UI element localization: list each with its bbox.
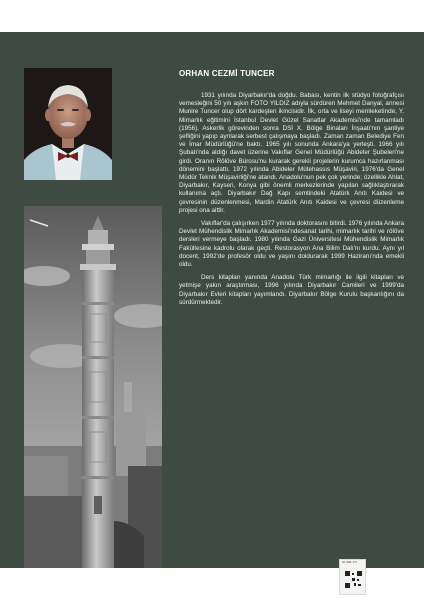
biography-column	[179, 69, 404, 312]
portrait-illustration	[24, 68, 112, 180]
author-portrait	[24, 68, 112, 180]
sticker-label: 1D-DB0-2YL	[342, 561, 358, 564]
minaret-photograph	[24, 206, 162, 568]
biography-paragraph: Vakıflar'da çalışırken 1977 yılında doktorasını bitirdi. 1976 yılında Ankara Devlet Mühendislik Mimarlık Akademisi'ndesanat tarihi, mimarlık tarihi ve rölöve dersleri vermeye başladı. 1980 yılında Gazi Üniversitesi Mühendislik Mimarlık Fakültesine kadrolu olarak geçti. Restorasyon Ana Bilim Dalı'nı kurdu. Aynı yıl docent, 1992'de profesör oldu ve yaşını doldurarak 1999 Haziranı'nda emekli oldu.	[179, 220, 404, 269]
minaret-illustration	[24, 206, 162, 568]
biography-paragraph: 1931 yılında Diyarbakır'da doğdu. Babası, kentin ilk stüdyo fotoğrafçısı vemesleğini 50 yılı aşkın FOTO YILDIZ adıyla sürdüren Mehmet Danyal, annesi Munire Tuncer olup dört kardeşten ikincisidir. İlk, orta ve liseyi memleketinde, Y. Mimarlık eğitimini İstanbul Devlet Güzel Sanatlar Akademisi'nde tamamladı (1956). Askerlik görevinden sonra DSİ X. Bölge Binaları İnşaatı'nın şantiye şefliğini yapıp ayrılarak serbest çalışmaya başladı. Zaman zaman Belediye Fen ve İmar Müdürlüğü'ne baktı. 1965 yılı sonunda Ankara'ya yerleşti. 1966 yılı Şubatı'nda aldığı davet üzerine Vakıflar Genel Müdürlüğü Abideler Şubeleri'ne girdi. Oranın Rölöve Bürosu'nu kurarak gerekli projelerin kurumca hazırlanması dönemini başlattı. 1972 yılında Abideler Mütehassıs Müşaviri, 1976'da Genel Müdür Teknik Müşavirliği'ne atandı. Anadolu'nun pek çok yerinde; özellikle Ahlat, Diyarbakır, Kayseri, Konya gibi önemli merkezlerinde yapılan sağlıklaştırarak kullanıma açtı. Diyarbakır Dağ Kapı semtindeki Atatürk Anıtı Kaidesi ve çevresinin düzenlenmesi, Mardin Atatürk Anıtı Kaidesi ve çevresi düzenleme projesi ona aittir.	[179, 92, 404, 214]
book-back-cover	[0, 32, 424, 568]
barcode-sticker	[339, 559, 366, 595]
qr-code-icon	[345, 571, 362, 588]
author-name: ORHAN CEZMİ TUNCER	[179, 69, 275, 78]
biography-paragraph: Ders kitapları yanında Anadolu Türk mimarlığı ile ilgili kitapları ve yetmişe yakın araştırması, 1996 yılında Diyarbakır Camileri ve 1999'da Diyarbakır Evleri kitapları yayımlandı. Diyarbakır Bölge Kurulu başkanlığını da sürdürmektedir.	[179, 274, 404, 306]
